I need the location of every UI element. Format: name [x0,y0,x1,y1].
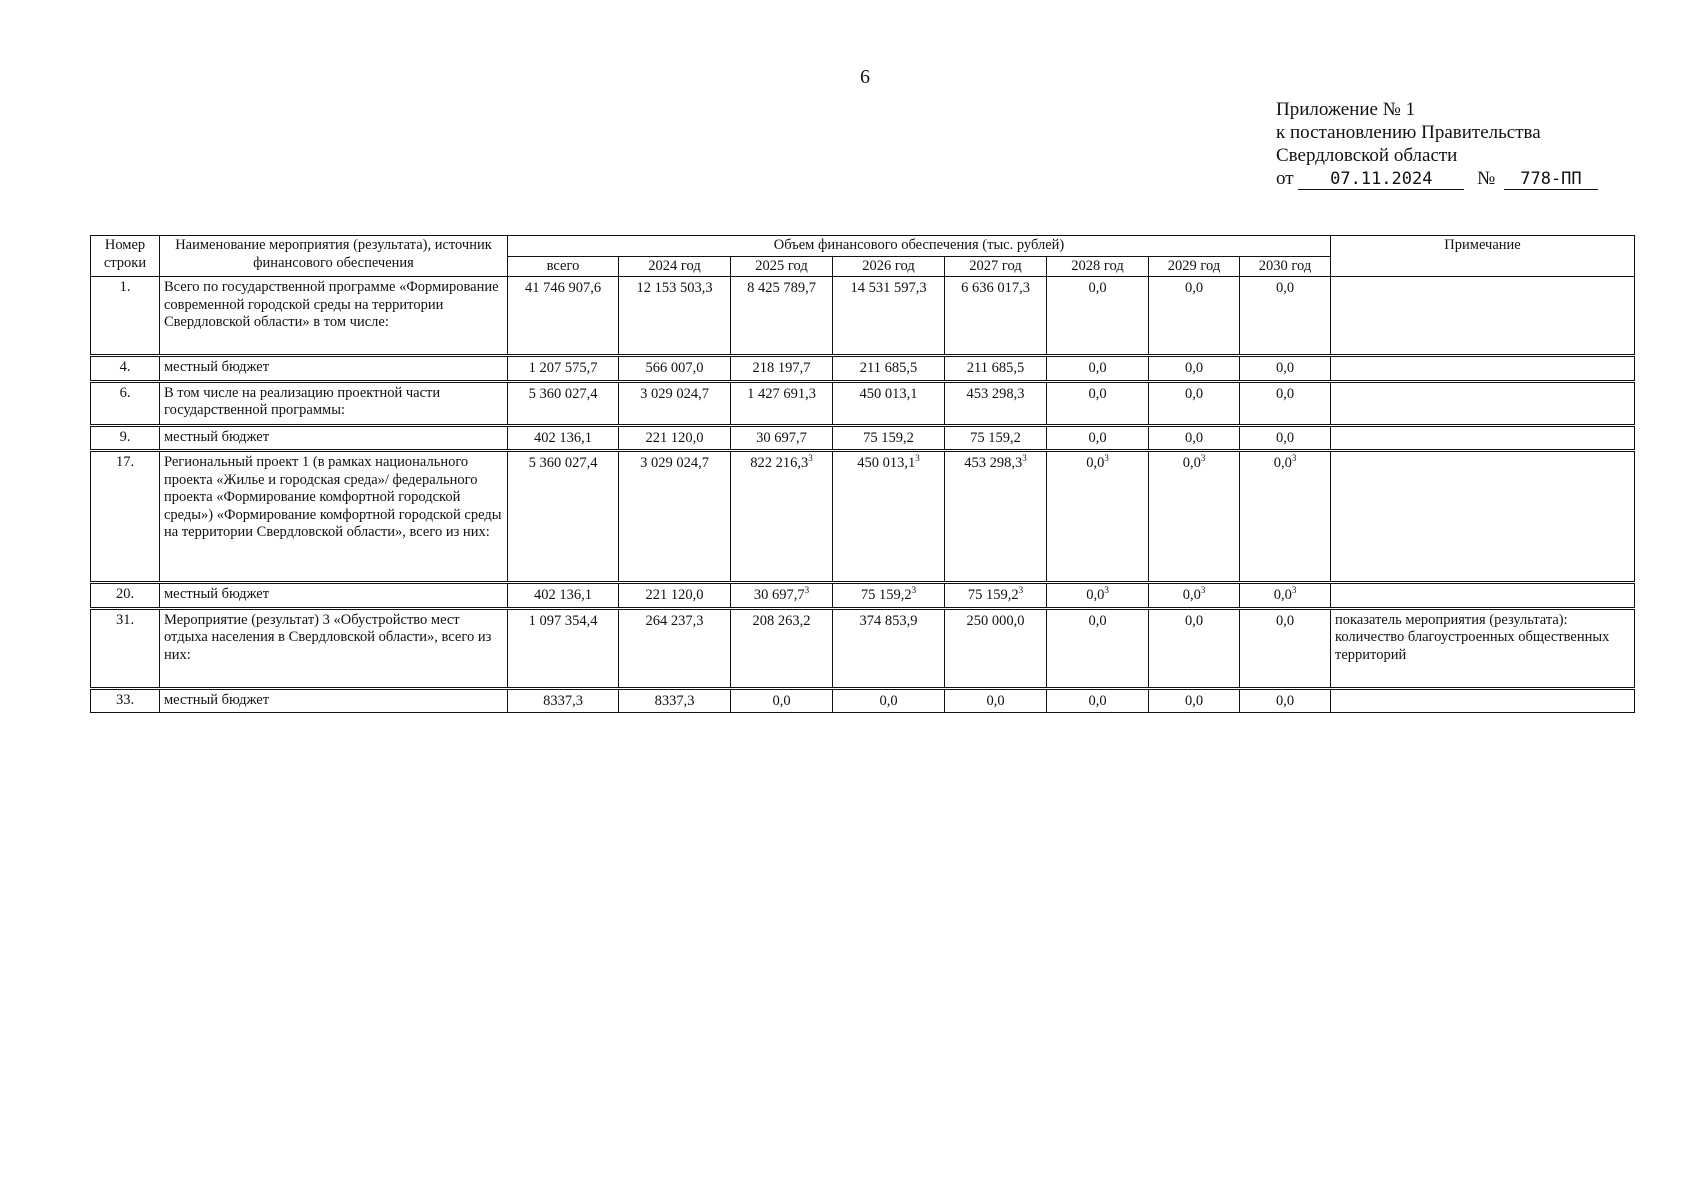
value-cell: 41 746 907,6 [508,277,619,355]
header-year: 2029 год [1149,256,1240,277]
value-cell: $0,0^3$ [1240,452,1331,582]
row-number: 9. [91,426,160,450]
table-row [91,584,1635,608]
value-cell: 14 531 597,3 [833,277,945,355]
footnote-mark: 3 [1291,585,1297,596]
value-cell: 208 263,2 [731,609,833,687]
appendix-region: Свердловской области [1276,145,1458,166]
value-cell: 0,0 [1149,357,1240,381]
value-cell: 0,0 [731,689,833,713]
value-cell: 221 120,0 [619,584,731,608]
footnote-mark: 3 [1104,453,1109,464]
header-row-top [91,236,1635,257]
value-cell: 75 159,2$^3$ [833,584,945,608]
header-name: Наименование мероприятия (результата), источник финансового обеспечения [160,236,508,277]
value-cell: 450 013,1$^3$ [833,452,945,582]
table-row [91,382,1635,424]
value-cell: 0,0 [1149,689,1240,713]
table-row [91,357,1635,381]
value-cell: 0,0 [1047,382,1149,424]
header-year: 2030 год [1240,256,1331,277]
appendix-resolution: к постановлению Правительства [1276,122,1541,143]
note-cell [1331,689,1635,713]
value-cell: $0,0^3$ [1149,452,1240,582]
value-cell: 1 427 691,3 [731,382,833,424]
note-cell [1331,277,1635,355]
value-cell: 3 029 024,7 [619,452,731,582]
value-cell: 211 685,5 [833,357,945,381]
header-year: всего [508,256,619,277]
row-number: 31. [91,609,160,687]
value-cell: 0,0 [1149,609,1240,687]
footnote-mark: 3 [915,453,920,464]
header-year: 2028 год [1047,256,1149,277]
value-cell: 0,0 [1047,277,1149,355]
header-row-number: Номер строки [91,236,160,277]
header-year: 2025 год [731,256,833,277]
value-cell: 264 237,3 [619,609,731,687]
footnote-mark: 3 [1104,585,1109,596]
value-cell: 402 136,1 [508,426,619,450]
value-cell: 0,0 [1240,689,1331,713]
value-cell: 0,0 [1240,357,1331,381]
footnote-mark: 3 [804,585,810,596]
row-name: местный бюджет [160,689,508,713]
value-cell: 0,0 [1149,382,1240,424]
row-number: 1. [91,277,160,355]
value-cell: $0,0^3$ [1047,584,1149,608]
footnote-mark: 3 [1291,453,1297,464]
row-name: Всего по государственной программе «Формирование современной городской среды на территории Свердловской области» в том числе: [160,277,508,355]
header-note: Примечание [1331,236,1635,277]
row-name: местный бюджет [160,357,508,381]
header-year: 2027 год [945,256,1047,277]
value-cell: 75 159,2 [833,426,945,450]
value-cell: 0,0 [1047,357,1149,381]
value-cell: $0,0^3$ [1047,452,1149,582]
value-cell: 250 000,0 [945,609,1047,687]
footnote-mark: 3 [1018,585,1024,596]
note-cell: показатель мероприятия (результата): количество благоустроенных общественных территорий [1331,609,1635,687]
value-cell: 221 120,0 [619,426,731,450]
value-cell: 30 697,7 [731,426,833,450]
table-row [91,689,1635,713]
value-cell: 0,0 [1047,609,1149,687]
value-cell: 453 298,3 [945,382,1047,424]
appendix-block [1276,98,1598,190]
header-year: 2026 год [833,256,945,277]
value-cell: 0,0 [833,689,945,713]
value-cell: 5 360 027,4 [508,382,619,424]
note-cell [1331,357,1635,381]
value-cell: 3 029 024,7 [619,382,731,424]
value-cell: 75 159,2 [945,426,1047,450]
table-row [91,609,1635,687]
value-cell: 0,0 [1240,382,1331,424]
value-cell: 0,0 [1240,277,1331,355]
value-cell: 0,0 [1149,277,1240,355]
footnote-mark: 3 [808,453,813,464]
row-name: Мероприятие (результат) 3 «Обустройство мест отдыха населения в Свердловской области», всего из них: [160,609,508,687]
value-cell: 0,0 [945,689,1047,713]
document-date: 07.11.2024 [1298,169,1464,190]
appendix-date-number-line [1276,167,1598,190]
value-cell: 8337,3 [508,689,619,713]
row-number: 33. [91,689,160,713]
value-cell: 0,0 [1047,426,1149,450]
row-name: местный бюджет [160,426,508,450]
table-row [91,277,1635,355]
footnote-mark: 3 [1200,453,1206,464]
value-cell: 0,0 [1149,426,1240,450]
document-number: 778-ПП [1504,169,1598,190]
row-number: 6. [91,382,160,424]
value-cell: 0,0 [1047,689,1149,713]
value-cell: 453 298,3$^3$ [945,452,1047,582]
table-row [91,426,1635,450]
note-cell [1331,426,1635,450]
value-cell: 5 360 027,4 [508,452,619,582]
value-cell: 6 636 017,3 [945,277,1047,355]
value-cell: 12 153 503,3 [619,277,731,355]
value-cell: 218 197,7 [731,357,833,381]
appendix-title: Приложение № 1 [1276,99,1416,120]
value-cell: $0,0^3$ [1149,584,1240,608]
row-name: В том числе на реализацию проектной части государственной программы: [160,382,508,424]
value-cell: 566 007,0 [619,357,731,381]
value-cell: 450 013,1 [833,382,945,424]
footnote-mark: 3 [911,585,917,596]
value-cell: $0,0^3$ [1240,584,1331,608]
date-prefix: от [1276,168,1294,189]
value-cell: 402 136,1 [508,584,619,608]
value-cell: 0,0 [1240,426,1331,450]
row-number: 20. [91,584,160,608]
row-number: 17. [91,452,160,582]
value-cell: 8 425 789,7 [731,277,833,355]
value-cell: 374 853,9 [833,609,945,687]
note-cell [1331,382,1635,424]
value-cell: 1 097 354,4 [508,609,619,687]
value-cell: 211 685,5 [945,357,1047,381]
header-volume: Объем финансового обеспечения (тыс. рублей) [508,236,1331,257]
page-number: 6 [860,66,870,88]
value-cell: 1 207 575,7 [508,357,619,381]
value-cell: 8337,3 [619,689,731,713]
row-name: местный бюджет [160,584,508,608]
row-number: 4. [91,357,160,381]
note-cell [1331,584,1635,608]
footnote-mark: 3 [1022,453,1027,464]
value-cell: 0,0 [1240,609,1331,687]
header-year: 2024 год [619,256,731,277]
value-cell: 75 159,2$^3$ [945,584,1047,608]
value-cell: 822 216,3$^3$ [731,452,833,582]
note-cell [1331,452,1635,582]
financing-table [90,235,1635,713]
footnote-mark: 3 [1200,585,1206,596]
table-row [91,452,1635,582]
row-name: Региональный проект 1 (в рамках национального проекта «Жилье и городская среда»/ федерального проекта «Формирование комфортной городской среды») «Формирование комфортной городской среды на территории Свердловской области», всего из них: [160,452,508,582]
number-prefix: № [1477,168,1496,189]
value-cell: 30 697,7$^3$ [731,584,833,608]
